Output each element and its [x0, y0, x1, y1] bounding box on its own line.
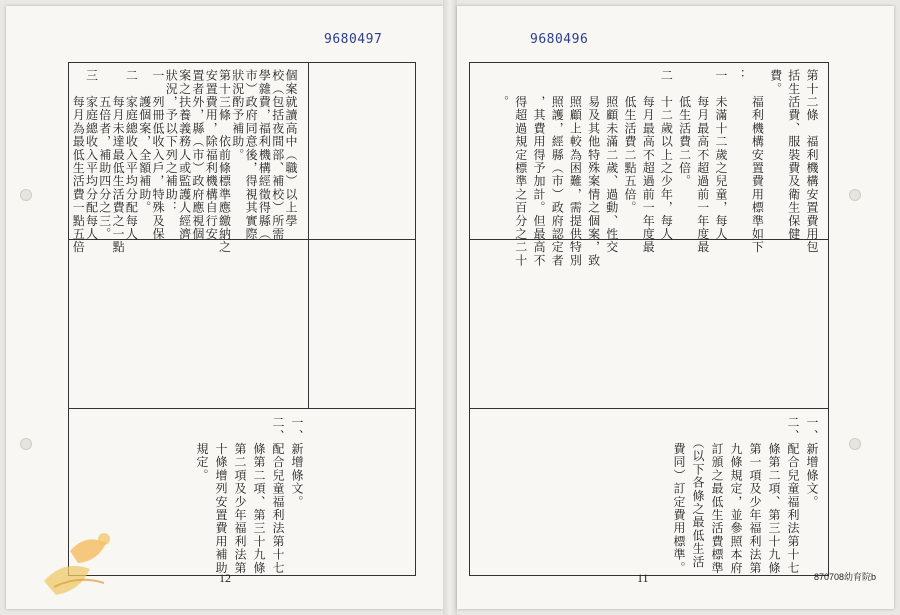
text-column: 照顧未滿二歲、過動、性交: [604, 69, 619, 254]
book-gutter: [443, 0, 457, 615]
text-column: 一 未滿十二歲之兒童，每人: [714, 69, 728, 241]
archive-logo: [34, 521, 126, 603]
text-column: 安置費用，除福利機構自行安: [204, 69, 219, 241]
text-column: 二 十二歲以上之少年，每人: [659, 69, 674, 241]
text-column: 每月最高不超過前一年度最: [641, 69, 656, 254]
text-column: 得超過規定標準之百分之二十: [513, 69, 528, 267]
text-column: 費同）訂定費用標準。: [672, 416, 686, 575]
text-column: 規定。: [195, 416, 209, 482]
text-column: 照顧上較為困難，需提供特別: [568, 69, 583, 267]
text-column: 二、配合兒童福利法第十七: [786, 416, 800, 575]
text-column: ：: [732, 69, 747, 83]
text-column: 條第二項、第三十九條: [767, 416, 781, 575]
right-doc-number: 9680496: [530, 32, 589, 47]
left-row-divider-2: [68, 408, 415, 409]
text-column: 一、新增條文。: [290, 416, 304, 509]
text-column: 低生活費二倍。: [677, 69, 692, 188]
text-column: 每月最高不超過前一年度最: [695, 69, 710, 254]
text-column: 每月未達最低生活費之一點: [111, 69, 126, 254]
binder-hole: [20, 189, 32, 201]
text-column: 費。: [768, 69, 783, 96]
text-column: 置者外，縣（市）政府應視個: [190, 69, 205, 241]
archive-stamp: 870708幼育院b: [813, 572, 876, 582]
text-column: 學雜費，福利機構經徵得縣（: [257, 69, 272, 241]
text-column: 訂頒之最低生活費標準: [710, 416, 724, 575]
text-column: 狀況，予以下列之補助：: [164, 69, 179, 215]
left-page: [6, 6, 443, 609]
text-column: 每月為最低生活費一點五倍: [71, 69, 86, 254]
text-column: 條第二項、第三十九條: [252, 416, 266, 575]
left-col-divider-middle: [308, 240, 309, 408]
binder-hole: [849, 438, 861, 450]
text-column: 二 家庭總收入平均分配每人: [124, 69, 139, 241]
text-column: 易及其他特殊案情之個案，致: [586, 69, 601, 267]
text-column: （以下各條之最低生活: [691, 416, 705, 569]
text-column: 第一項及少年福利法第: [748, 416, 762, 575]
text-column: 狀況酌予補助。: [230, 69, 245, 162]
left-col-divider-upper: [308, 62, 309, 240]
text-column: 二、配合兒童福利法第十七: [271, 416, 285, 575]
text-column: 福利機構安置費用標準如下: [750, 69, 765, 254]
text-column: 校（包括夜間部、補校）所需: [270, 69, 285, 241]
text-column: 案之扶養義務人或監護人經濟: [177, 69, 192, 241]
text-column: 第十三條 依前條標準應繳納之: [217, 69, 232, 254]
text-column: ，其費用得予加計。但最高不: [532, 69, 546, 267]
binder-hole: [849, 189, 861, 201]
left-doc-number: 9680497: [324, 32, 383, 47]
text-column: 低生活費二點五倍。: [623, 69, 637, 215]
text-column: 。: [495, 69, 510, 109]
text-column: 十條增列安置費用補助: [214, 416, 228, 575]
text-column: 九條規定，並參照本府: [729, 416, 743, 575]
right-row-divider-2: [469, 408, 828, 409]
text-column: 五倍者，補助四分之三。: [97, 69, 112, 241]
text-column: 護個案，全額補助。: [137, 69, 152, 215]
text-column: 一、新增條文。: [805, 416, 819, 509]
binder-hole: [20, 438, 32, 450]
text-column: 三 家庭總收入平均分配每人: [84, 69, 99, 241]
right-page-number: 11: [637, 571, 649, 585]
text-column: 括生活費、服裝費及衛生保健: [786, 69, 801, 241]
text-column: 照護，經縣（市）政府認定者: [550, 69, 565, 267]
text-column: 個案就讀高中（職）以上學: [284, 69, 298, 228]
text-column: 第二項及少年福利法第: [233, 416, 247, 575]
text-column: 一 列冊低收入戶，特殊及保: [151, 69, 165, 241]
left-page-number: 12: [219, 571, 231, 585]
right-page: [457, 6, 894, 609]
text-column: 市）政府同意後，得視其實際: [244, 69, 259, 241]
text-column: 第十二條 福利機構安置費用包: [805, 69, 819, 254]
